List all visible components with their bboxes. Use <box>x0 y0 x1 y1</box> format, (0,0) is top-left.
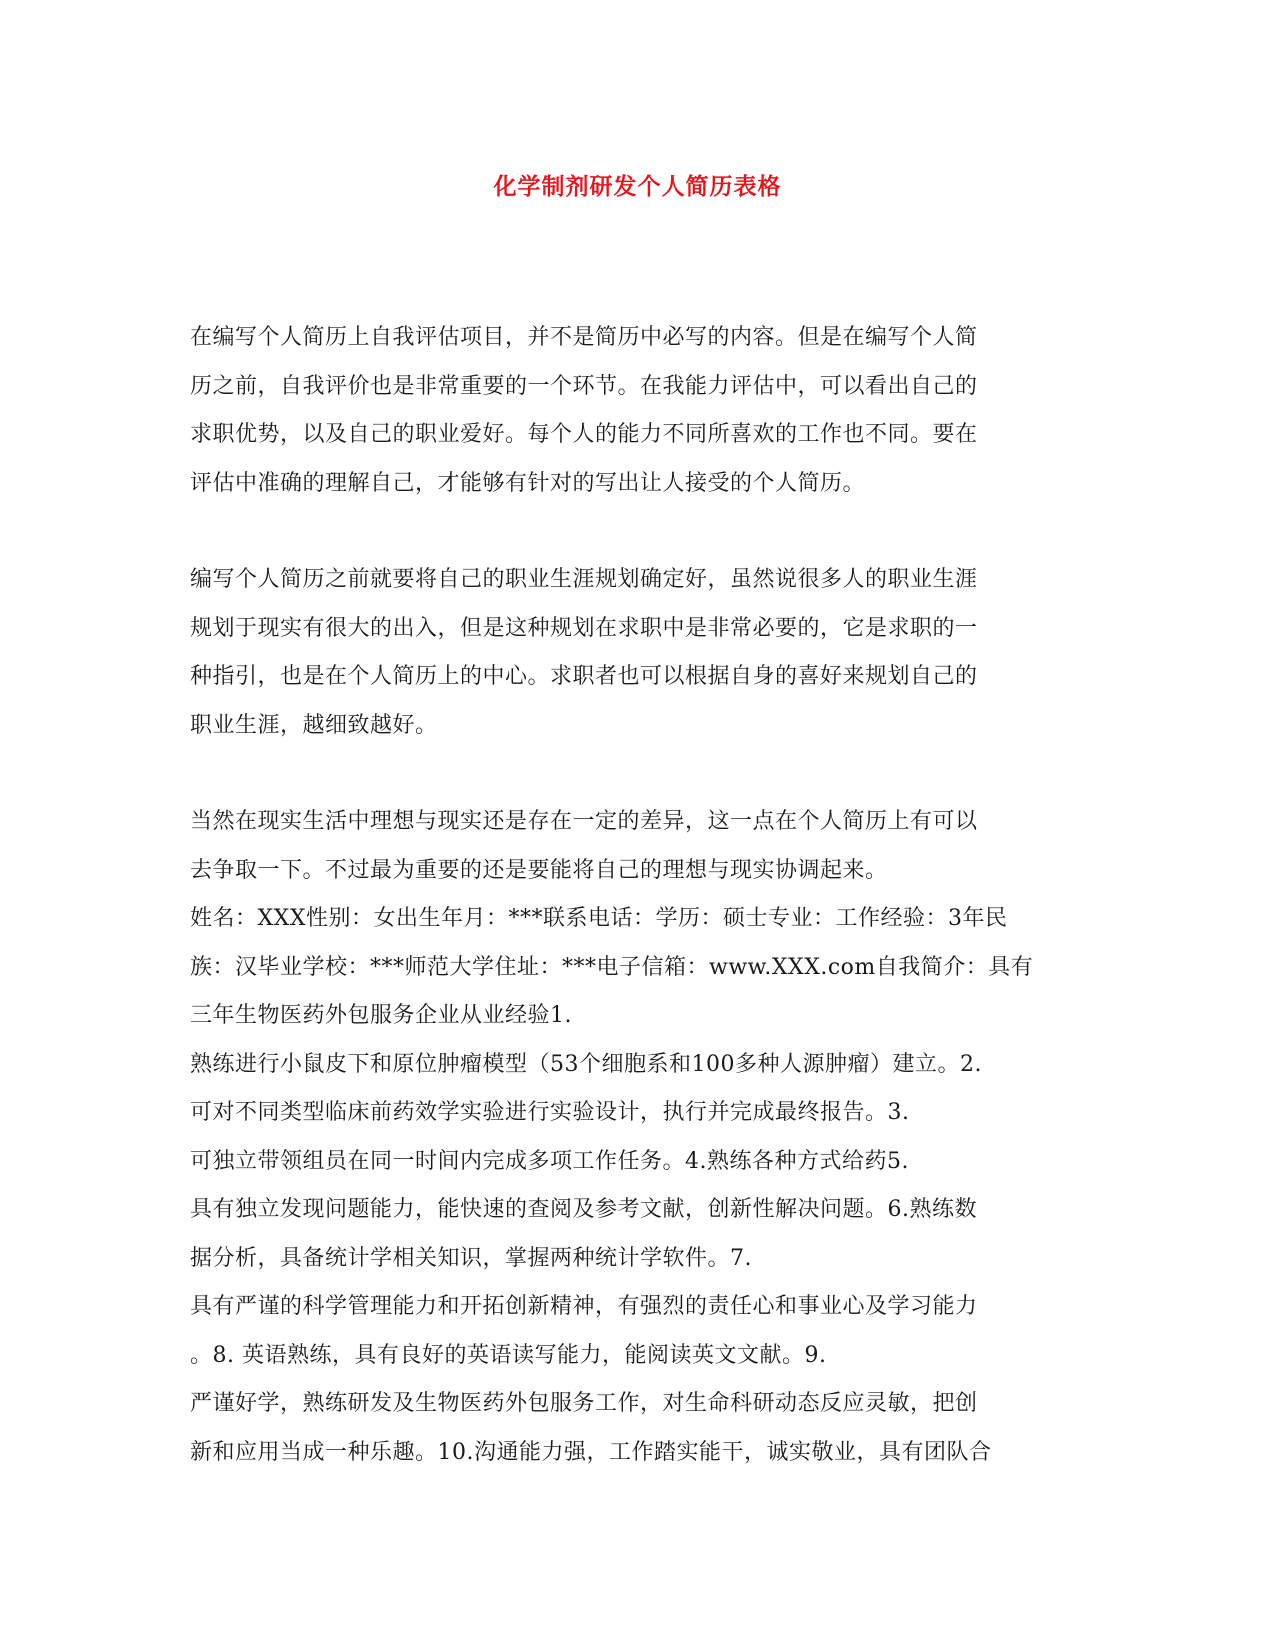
text-line: 评估中准确的理解自己，才能够有针对的写出让人接受的个人简历。 <box>190 470 866 496</box>
text-line: 据分析，具备统计学相关知识，掌握两种统计学软件。7. <box>190 1245 752 1271</box>
text-line: 可对不同类型临床前药效学实验进行实验设计，执行并完成最终报告。3. <box>190 1100 910 1125</box>
text-line: 。8. 英语熟练，具有良好的英语读写能力，能阅读英文文献。9. <box>190 1342 827 1368</box>
paragraph-resume-details <box>190 798 1070 1477</box>
document-body <box>190 314 1070 1477</box>
text-line: 姓名：XXX性别：女出生年月：***联系电话：学历：硕士专业：工作经验：3年民 <box>190 906 1008 931</box>
text-line: 种指引，也是在个人简历上的中心。求职者也可以根据自身的喜好来规划自己的 <box>190 664 978 689</box>
text-line: 熟练进行小鼠皮下和原位肿瘤模型（53个细胞系和100多种人源肿瘤）建立。2. <box>190 1051 982 1077</box>
text-line: 新和应用当成一种乐趣。10.沟通能力强，工作踏实能干，诚实敬业，具有团队合 <box>190 1439 992 1465</box>
text-line: 具有严谨的科学管理能力和开拓创新精神，有强烈的责任心和事业心及学习能力 <box>190 1294 978 1319</box>
text-line: 严谨好学，熟练研发及生物医药外包服务工作，对生命科研动态反应灵敏，把创 <box>190 1391 978 1416</box>
text-line: 去争取一下。不过最为重要的还是要能将自己的理想与现实协调起来。 <box>190 857 888 883</box>
text-line: 具有独立发现问题能力，能快速的查阅及参考文献，创新性解决问题。6.熟练数 <box>190 1197 977 1222</box>
text-line: 三年生物医药外包服务企业从业经验1. <box>190 1003 572 1028</box>
text-line: 历之前，自我评价也是非常重要的一个环节。在我能力评估中，可以看出自己的 <box>190 373 978 399</box>
document-title: 化学制剂研发个人简历表格 <box>493 173 782 200</box>
paragraph-self-assessment <box>190 314 1070 508</box>
text-line: 编写个人简历之前就要将自己的职业生涯规划确定好，虽然说很多人的职业生涯 <box>190 567 978 592</box>
text-line: 可独立带领组员在同一时间内完成多项工作任务。4.熟练各种方式给药5. <box>190 1148 909 1174</box>
text-line: 族：汉毕业学校：***师范大学住址：***电子信箱：www.XXX.com自我简介：具有 <box>190 954 1034 980</box>
text-line: 当然在现实生活中理想与现实还是存在一定的差异，这一点在个人简历上有可以 <box>190 809 978 834</box>
text-line: 在编写个人简历上自我评估项目，并不是简历中必写的内容。但是在编写个人简 <box>190 325 978 350</box>
text-line: 职业生涯，越细致越好。 <box>190 712 438 738</box>
text-line: 规划于现实有很大的出入，但是这种规划在求职中是非常必要的，它是求职的一 <box>190 615 978 641</box>
paragraph-career-planning <box>190 556 1070 750</box>
text-line: 求职优势，以及自己的职业爱好。每个人的能力不同所喜欢的工作也不同。要在 <box>190 422 978 447</box>
